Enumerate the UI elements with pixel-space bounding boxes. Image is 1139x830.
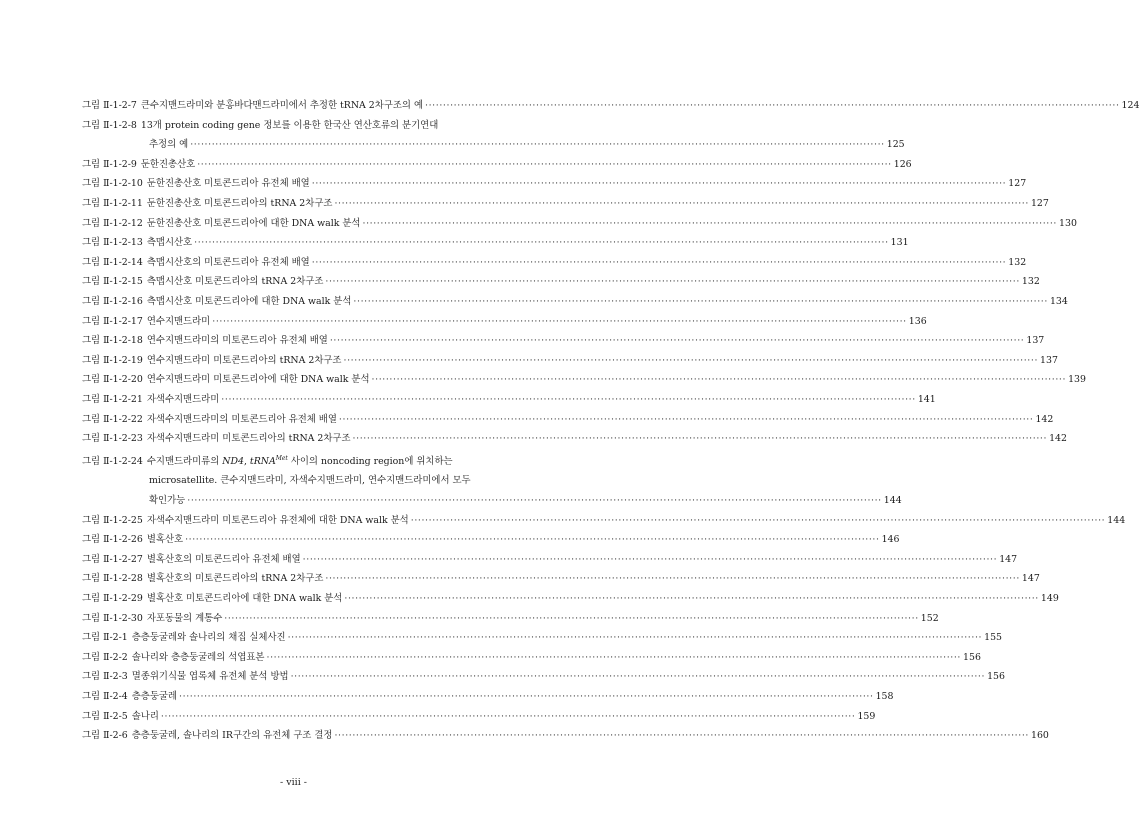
toc-entry xyxy=(82,707,876,727)
gene-superscript: Met xyxy=(275,454,288,462)
toc-entry xyxy=(82,194,1049,214)
figure-label: 그림 Ⅱ-1-2-21 xyxy=(82,393,143,405)
toc-entry xyxy=(82,667,1005,687)
toc-entry xyxy=(82,96,1139,116)
dot-leader xyxy=(266,648,961,668)
page-number: 156 xyxy=(963,651,981,663)
dot-leader xyxy=(344,589,1039,609)
figure-label: 그림 Ⅱ-1-2-12 xyxy=(82,217,143,229)
figure-title-continued: microsatellite. 큰수지맨드라미, 자색수지맨드라미, 연수지맨드라미에서 모두 xyxy=(149,475,471,487)
page-number: 127 xyxy=(1030,197,1049,209)
title-text: 사이의 noncoding region에 위치하는 xyxy=(287,455,453,467)
page-number: 139 xyxy=(1068,374,1086,386)
figure-title: 연수지맨드라미의 미토콘드리아 유전체 배열 xyxy=(146,335,328,347)
toc-entry xyxy=(82,312,927,332)
dot-leader xyxy=(344,351,1039,371)
page-number: 144 xyxy=(883,495,902,506)
figure-title: 층층둥굴레, 솔나리의 IR구간의 유전체 구조 결정 xyxy=(131,730,333,742)
figure-label: 그림 Ⅱ-1-2-24 xyxy=(82,455,143,467)
page-number: 126 xyxy=(893,158,912,170)
dot-leader xyxy=(291,667,986,687)
toc-entry xyxy=(82,628,1003,648)
figure-title: 둔한진총산호 미토콘드리아의 tRNA 2차구조 xyxy=(146,197,333,209)
toc-entry xyxy=(82,292,1068,312)
dot-leader xyxy=(353,429,1048,449)
figure-title: 별혹산호 미토콘드리아에 대한 DNA walk 분석 xyxy=(146,592,343,604)
figure-label: 그림 Ⅱ-1-2-25 xyxy=(82,514,143,526)
figure-label: 그림 Ⅱ-1-2-13 xyxy=(82,237,143,249)
toc-entry xyxy=(82,233,909,253)
figure-title: 자색수지맨드라미 미토콘드리아의 tRNA 2차구조 xyxy=(146,433,351,445)
figure-label: 그림 Ⅱ-1-2-22 xyxy=(82,413,143,425)
toc-entry xyxy=(82,390,936,410)
dot-leader xyxy=(187,491,882,511)
figure-title: 큰수지맨드라미와 분홍바다맨드라미에서 추정한 tRNA 2차구조의 예 xyxy=(140,100,424,111)
figure-label: 그림 Ⅱ-1-2-26 xyxy=(82,534,143,546)
toc-entry xyxy=(82,429,1067,449)
figure-label: 그림 Ⅱ-1-2-8 xyxy=(82,119,137,131)
toc-entry xyxy=(82,648,981,668)
toc-entry xyxy=(82,511,1126,531)
gene-name-italic: ND4 xyxy=(222,455,244,467)
figure-title: 둔한진총산호 xyxy=(140,158,196,170)
figure-title: 별혹산호의 미토콘드리아의 tRNA 2차구조 xyxy=(146,573,324,585)
toc-entry xyxy=(82,569,1040,589)
figure-title xyxy=(147,449,453,472)
toc-entry xyxy=(82,726,1049,746)
figure-title: 연수지맨드라미 미토콘드리아의 tRNA 2차구조 xyxy=(146,354,342,366)
table-of-figures xyxy=(82,96,1139,746)
figure-title: 둔한진총산호 미토콘드리아 유전체 배열 xyxy=(146,178,310,190)
figure-label: 그림 Ⅱ-2-1 xyxy=(82,632,128,644)
dot-leader xyxy=(362,214,1057,234)
figure-title: 층층둥굴레와 솔나리의 채집 실체사진 xyxy=(131,632,286,644)
figure-title-continued: 확인가능 xyxy=(149,495,186,506)
figure-title: 연수지맨드라미 xyxy=(146,315,211,327)
page-number: 141 xyxy=(917,393,936,405)
page-number: 159 xyxy=(857,710,876,722)
toc-entry xyxy=(82,370,1086,390)
figure-label: 그림 Ⅱ-1-2-27 xyxy=(82,553,143,565)
figure-title: 측맵시산호 미토콘드리아에 대한 DNA walk 분석 xyxy=(146,295,352,307)
page-number: 142 xyxy=(1035,413,1054,425)
page-footer: - viii - xyxy=(280,777,307,788)
page-number: 147 xyxy=(1021,573,1040,585)
page-number: 142 xyxy=(1049,433,1067,445)
toc-entry xyxy=(82,253,1027,273)
figure-label: 그림 Ⅱ-1-2-29 xyxy=(82,592,143,604)
page-number: 146 xyxy=(881,534,900,546)
figure-label: 그림 Ⅱ-2-6 xyxy=(82,730,128,742)
figure-label: 그림 Ⅱ-1-2-28 xyxy=(82,573,143,585)
dot-leader xyxy=(221,390,916,410)
page-number: 158 xyxy=(875,690,894,702)
page-number: 134 xyxy=(1049,295,1068,307)
page-number: 136 xyxy=(908,315,927,327)
figure-title: 솔나리와 층층둥굴레의 석엽표본 xyxy=(131,651,265,663)
toc-entry xyxy=(82,214,1077,234)
figure-title: 층층둥굴레 xyxy=(131,690,178,702)
dot-leader xyxy=(372,370,1067,390)
toc-entry xyxy=(82,116,905,155)
page-number: 132 xyxy=(1008,256,1027,268)
figure-title: 자색수지맨드라미 xyxy=(146,393,220,405)
figure-label: 그림 Ⅱ-1-2-10 xyxy=(82,178,143,190)
toc-entry xyxy=(82,550,1018,570)
page-number: 124 xyxy=(1121,100,1139,111)
figure-title: 연수지맨드라미 미토콘드리아에 대한 DNA walk 분석 xyxy=(146,374,370,386)
dot-leader xyxy=(312,253,1007,273)
figure-label: 그림 Ⅱ-1-2-15 xyxy=(82,276,143,288)
figure-label: 그림 Ⅱ-2-5 xyxy=(82,710,128,722)
figure-label: 그림 Ⅱ-1-2-7 xyxy=(82,100,137,111)
figure-title: 측맵시산호 미토콘드리아의 tRNA 2차구조 xyxy=(146,276,324,288)
figure-label: 그림 Ⅱ-1-2-18 xyxy=(82,335,143,347)
dot-leader xyxy=(161,707,856,727)
toc-entry xyxy=(82,155,912,175)
figure-label: 그림 Ⅱ-2-3 xyxy=(82,671,128,683)
figure-title: 자포동물의 계통수 xyxy=(146,612,223,624)
title-text: , xyxy=(243,455,250,467)
figure-label: 그림 Ⅱ-2-4 xyxy=(82,690,128,702)
dot-leader xyxy=(212,312,907,332)
page-number: 132 xyxy=(1021,276,1040,288)
figure-title: 별혹산호 xyxy=(146,534,184,546)
dot-leader xyxy=(411,511,1106,531)
toc-entry xyxy=(82,530,900,550)
toc-entry xyxy=(82,174,1027,194)
toc-entry xyxy=(82,589,1059,609)
figure-label: 그림 Ⅱ-2-2 xyxy=(82,651,128,663)
toc-entry xyxy=(82,609,939,629)
dot-leader xyxy=(425,96,1120,116)
figure-title: 13개 protein coding gene 정보를 이용한 한국산 연산호류의 분기연대 xyxy=(140,119,439,131)
figure-title: 별혹산호의 미토콘드리아 유전체 배열 xyxy=(146,553,301,565)
figure-label: 그림 Ⅱ-1-2-19 xyxy=(82,354,143,366)
page-number: 152 xyxy=(920,612,939,624)
figure-title: 멸종위기식물 엽록체 유전체 분석 방법 xyxy=(131,671,289,683)
page-number: 125 xyxy=(886,139,905,151)
dot-leader xyxy=(190,135,885,155)
toc-entry xyxy=(82,449,902,511)
toc-entry xyxy=(82,687,894,707)
page-number: 137 xyxy=(1040,354,1058,366)
dot-leader xyxy=(334,726,1029,746)
figure-label: 그림 Ⅱ-1-2-16 xyxy=(82,295,143,307)
dot-leader xyxy=(194,233,889,253)
page-number: 147 xyxy=(999,553,1018,565)
page-number: 160 xyxy=(1030,730,1049,742)
figure-title: 둔한진총산호 미토콘드리아에 대한 DNA walk 분석 xyxy=(146,217,361,229)
dot-leader xyxy=(334,194,1029,214)
toc-entry xyxy=(82,351,1058,371)
page-number: 149 xyxy=(1040,592,1059,604)
page-number: 155 xyxy=(984,632,1003,644)
figure-label: 그림 Ⅱ-1-2-20 xyxy=(82,374,143,386)
figure-label: 그림 Ⅱ-1-2-14 xyxy=(82,256,143,268)
toc-entry xyxy=(82,272,1040,292)
figure-title-continued: 추정의 예 xyxy=(149,139,189,151)
page-number: 156 xyxy=(987,671,1005,683)
dot-leader xyxy=(288,628,983,648)
dot-leader xyxy=(312,174,1007,194)
figure-title: 측맵시산호 xyxy=(146,237,193,249)
dot-leader xyxy=(197,155,892,175)
toc-entry xyxy=(82,410,1054,430)
figure-label: 그림 Ⅱ-1-2-11 xyxy=(82,197,143,209)
figure-label: 그림 Ⅱ-1-2-30 xyxy=(82,612,143,624)
figure-title: 자색수지맨드라미 미토콘드리아 유전체에 대한 DNA walk 분석 xyxy=(146,514,409,526)
page-number: 144 xyxy=(1107,514,1126,526)
dot-leader xyxy=(179,687,874,707)
gene-name-italic: tRNA xyxy=(249,455,276,467)
figure-title: 측맵시산호의 미토콘드리아 유전체 배열 xyxy=(146,256,310,268)
figure-title: 솔나리 xyxy=(131,710,159,722)
dot-leader xyxy=(325,569,1020,589)
figure-label: 그림 Ⅱ-1-2-23 xyxy=(82,433,143,445)
dot-leader xyxy=(339,410,1034,430)
page-number: 131 xyxy=(890,237,909,249)
figure-label: 그림 Ⅱ-1-2-9 xyxy=(82,158,137,170)
dot-leader xyxy=(353,292,1048,312)
title-text: 수지맨드라미류의 xyxy=(146,455,223,467)
page-number: 130 xyxy=(1059,217,1077,229)
page-number: 127 xyxy=(1008,178,1027,190)
page-number: 137 xyxy=(1026,335,1045,347)
dot-leader xyxy=(224,609,919,629)
dot-leader xyxy=(303,550,998,570)
dot-leader xyxy=(330,331,1025,351)
toc-entry xyxy=(82,331,1045,351)
dot-leader xyxy=(185,530,880,550)
figure-label: 그림 Ⅱ-1-2-17 xyxy=(82,315,143,327)
dot-leader xyxy=(325,272,1020,292)
figure-title: 자색수지맨드라미의 미토콘드리아 유전체 배열 xyxy=(146,413,337,425)
